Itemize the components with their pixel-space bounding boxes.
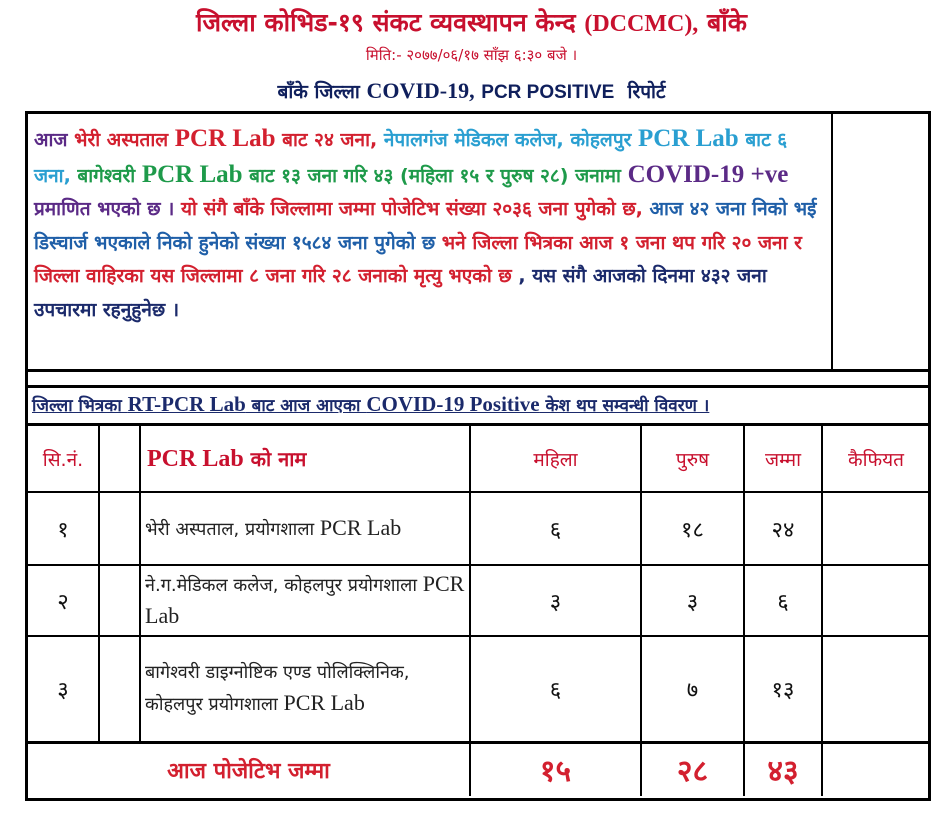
table-title-part: जिल्ला भित्रका	[32, 396, 128, 416]
table-title-part: केश थप सम्वन्धी विवरण ।	[539, 396, 710, 416]
report-date: मिति:- २०७७/०६/१७ साँझ ६:३० बजे ।	[365, 46, 578, 64]
row-female: ३	[470, 565, 641, 636]
spacer-row	[28, 372, 928, 388]
title-place: बाँके	[707, 8, 747, 37]
table-row	[28, 636, 929, 742]
row-sn: २	[28, 565, 99, 636]
col-header-lab-name	[140, 426, 470, 492]
table-title-covid: COVID-19 Positive	[366, 392, 540, 416]
col-header-lab-en: PCR Lab	[147, 445, 244, 472]
report-subtitle	[0, 77, 943, 107]
row-total: २४	[744, 492, 822, 565]
summary-segment: आज ४२ जना निको भई डिस्चार्ज भएकाले निको हुनेको संख्या १५८४ जना पुगेको छ	[34, 198, 817, 254]
row-male: १८	[641, 492, 744, 565]
row-lab-name	[140, 492, 470, 565]
table-row	[28, 492, 929, 565]
row-remarks	[822, 565, 929, 636]
row-sn: ३	[28, 636, 99, 742]
summary-segment: प्रमाणित भएको छ ।	[34, 198, 181, 220]
total-row	[28, 742, 929, 796]
row-total: १३	[744, 636, 822, 742]
lab-name-en: PCR Lab	[319, 514, 402, 540]
summary-segment: PCR Lab	[638, 125, 739, 152]
row-sn: १	[28, 492, 99, 565]
row-lab-name	[140, 565, 470, 636]
title-acronym: (DCCMC),	[584, 11, 699, 37]
summary-segment: भेरी अस्पताल	[74, 129, 175, 151]
subtitle-pcr: PCR POSITIVE	[481, 82, 615, 103]
report-frame	[25, 111, 931, 801]
title-nepali: जिल्ला कोभिड-१९ संकट व्यवस्थापन केन्द	[196, 8, 576, 37]
summary-side-cell	[833, 114, 928, 372]
lab-name-en: PCR Lab	[283, 689, 365, 715]
row-male: ७	[641, 636, 744, 742]
total-remarks	[822, 742, 929, 796]
row-female: ६	[470, 636, 641, 742]
lab-name-np: ने.ग.मेडिकल कलेज, कोहलपुर प्रयोगशाला	[145, 574, 423, 596]
summary-paragraph	[28, 114, 833, 372]
row-blank	[99, 565, 140, 636]
col-header-female: महिला	[470, 426, 641, 492]
row-remarks	[822, 636, 929, 742]
row-female: ६	[470, 492, 641, 565]
summary-segment: नेपालगंज मेडिकल कलेज, कोहलपुर	[383, 129, 638, 151]
table-title	[28, 388, 928, 426]
table-row	[28, 565, 929, 636]
summary-segment: भने जिल्ला भित्रका आज १ जना थप गरि २० जना र जिल्ला वाहिरका यस जिल्लामा ८ जना गरि २८ जनाको मृत्यु भएको छ	[34, 231, 802, 287]
row-total: ६	[744, 565, 822, 636]
lab-name-en: PCR Lab	[145, 570, 465, 628]
col-header-male: पुरुष	[641, 426, 744, 492]
report-title	[0, 6, 943, 41]
row-blank	[99, 636, 140, 742]
subtitle-covid: COVID-19,	[366, 78, 475, 103]
summary-segment: जनामा	[575, 164, 628, 187]
summary-segment: बाट २४ जना,	[275, 129, 384, 151]
summary-segment: यो संगै बाँके जिल्लामा जम्मा पोजेटिभ संख्या २०३६ जना पुगेको छ,	[180, 198, 650, 220]
table-header-row	[28, 426, 929, 492]
row-male: ३	[641, 565, 744, 636]
col-header-sn: सि.नं.	[28, 426, 99, 492]
col-header-lab-np: को नाम	[243, 446, 307, 471]
table-title-lab: RT-PCR Lab	[127, 392, 246, 416]
lab-results-table	[28, 426, 929, 796]
row-lab-name	[140, 636, 470, 742]
total-all: ४३	[744, 742, 822, 796]
lab-name-np: बागेश्वरी डाइग्नोष्टिक एण्ड पोलिक्लिनिक, कोहलपुर प्रयोगशाला	[145, 661, 410, 715]
col-header-total: जम्मा	[744, 426, 822, 492]
total-label: आज पोजेटिभ जम्मा	[28, 742, 470, 796]
summary-segment: , यस संगै आजको दिनमा ४३२ जना उपचारमा रहनुहुनेछ ।	[34, 265, 767, 321]
col-header-remarks: कैफियत	[822, 426, 929, 492]
summary-segment: बागेश्वरी	[77, 164, 142, 187]
lab-name-np: भेरी अस्पताल, प्रयोगशाला	[145, 518, 320, 540]
summary-segment: बाट ६ जना,	[34, 129, 788, 187]
subtitle-suffix: रिपोर्ट	[627, 81, 666, 103]
subtitle-prefix: बाँके जिल्ला	[277, 81, 360, 103]
table-title-part: बाट आज आएका	[245, 396, 367, 416]
summary-segment: आज	[34, 129, 75, 151]
summary-segment: PCR Lab	[141, 160, 243, 188]
summary-segment: COVID-19 +ve	[627, 160, 789, 188]
summary-segment: PCR Lab	[174, 125, 276, 152]
col-header-blank	[99, 426, 140, 492]
row-remarks	[822, 492, 929, 565]
row-blank	[99, 492, 140, 565]
summary-segment: बाट १३ जना गरि ४३ (महिला १५ र पुरुष २८)	[242, 164, 576, 187]
total-male: २८	[641, 742, 744, 796]
total-female: १५	[470, 742, 641, 796]
